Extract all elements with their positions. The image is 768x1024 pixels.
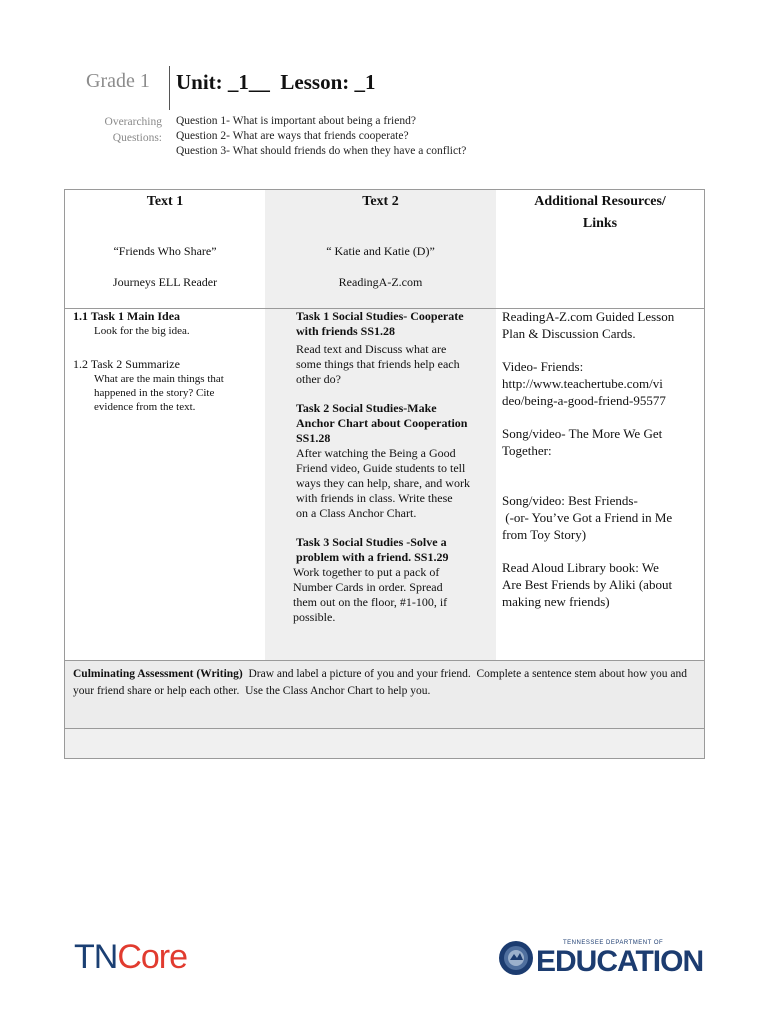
resource-read-aloud: Read Aloud Library book: We Are Best Friends by Aliki (about making new friends) bbox=[502, 560, 673, 609]
culminating-assessment bbox=[65, 661, 704, 729]
text1-title: Text 1 bbox=[146, 194, 184, 209]
text2-header-cell bbox=[265, 190, 496, 309]
resource-video-friends: Video- Friends: http://www.teachertube.com/vi deo/being-a-good-friend-95577 bbox=[502, 358, 698, 409]
text2-task1-title: Task 1 Social Studies- Cooperate with friends SS1.28 bbox=[296, 309, 464, 338]
text2-text-title: “ Katie and Katie (D)” bbox=[326, 244, 435, 258]
tncore-logo: TNCore bbox=[74, 938, 188, 976]
text2-title: Text 2 bbox=[362, 194, 399, 209]
resource-song-together: Song/video- The More We Get Together: bbox=[502, 426, 663, 458]
questions-list bbox=[176, 114, 466, 159]
text1-text-title: “Friends Who Share” bbox=[113, 244, 217, 258]
text2-task1-desc: Read text and Discuss what are some things that friends help each other do? bbox=[296, 342, 460, 386]
text1-task1-title: 1.1 Task 1 Main Idea bbox=[73, 309, 181, 323]
text1-task1-desc: Look for the big idea. bbox=[94, 325, 190, 337]
grade-label: Grade 1 bbox=[86, 70, 150, 92]
text2-task3-desc: Work together to put a pack of Number Cards in order. Spread them out on the floor, #1-100, if possible. bbox=[293, 565, 448, 624]
resources-title: Additional Resources/ Links bbox=[534, 194, 666, 231]
text1-task2-title: 1.2 Task 2 Summarize bbox=[73, 357, 180, 371]
lesson-table bbox=[64, 189, 705, 759]
video-link[interactable]: http://www.teachertube.com/vi bbox=[502, 376, 663, 391]
unit-lesson-title: Unit: _1__ Lesson: _1 bbox=[176, 70, 376, 94]
resources-header-cell bbox=[496, 190, 704, 309]
question-1: Question 1- What is important about being a friend? bbox=[176, 115, 416, 127]
text2-tasks-cell bbox=[265, 309, 496, 661]
empty-row bbox=[65, 729, 704, 758]
resource-song-best-friends: Song/video: Best Friends- (-or- You’ve Got a Friend in Me from Toy Story) bbox=[502, 493, 673, 542]
question-2: Question 2- What are ways that friends cooperate? bbox=[176, 130, 409, 142]
text1-tasks-cell bbox=[65, 309, 265, 661]
overarching-questions-label: Overarching Questions: bbox=[104, 116, 162, 144]
culminating-text: Draw and label a picture of you and your friend. Complete a sentence stem about how you and your friend share or help each other. Use the Class Anchor Chart to help you. bbox=[73, 668, 690, 697]
resources-cell bbox=[496, 309, 704, 661]
text1-header-cell bbox=[65, 190, 265, 309]
text1-source: Journeys ELL Reader bbox=[112, 275, 218, 289]
question-3: Question 3- What should friends do when they have a conflict? bbox=[176, 145, 467, 157]
culminating-label: Culminating Assessment (Writing) bbox=[73, 668, 243, 680]
text2-task2-desc: After watching the Being a Good Friend video, Guide students to tell ways they can help, share, and work with friends in class. Write these on a Class Anchor Chart. bbox=[296, 446, 470, 520]
edu-department-label: TENNESSEE DEPARTMENT OF bbox=[563, 940, 664, 946]
text2-task2-title: Task 2 Social Studies-Make Anchor Chart about Cooperation SS1.28 bbox=[296, 401, 468, 445]
text2-task3-title: Task 3 Social Studies -Solve a problem with a friend. SS1.29 bbox=[296, 535, 449, 564]
text2-source: ReadingA-Z.com bbox=[338, 275, 423, 289]
resource-guided-lesson: ReadingA-Z.com Guided Lesson Plan & Discussion Cards. bbox=[502, 309, 675, 341]
education-logo-text: EDUCATION bbox=[536, 945, 704, 978]
header-divider bbox=[169, 66, 170, 110]
text1-task2-desc: What are the main things that happened in the story? Cite evidence from the text. bbox=[94, 373, 224, 413]
tennessee-seal-icon bbox=[498, 940, 534, 976]
